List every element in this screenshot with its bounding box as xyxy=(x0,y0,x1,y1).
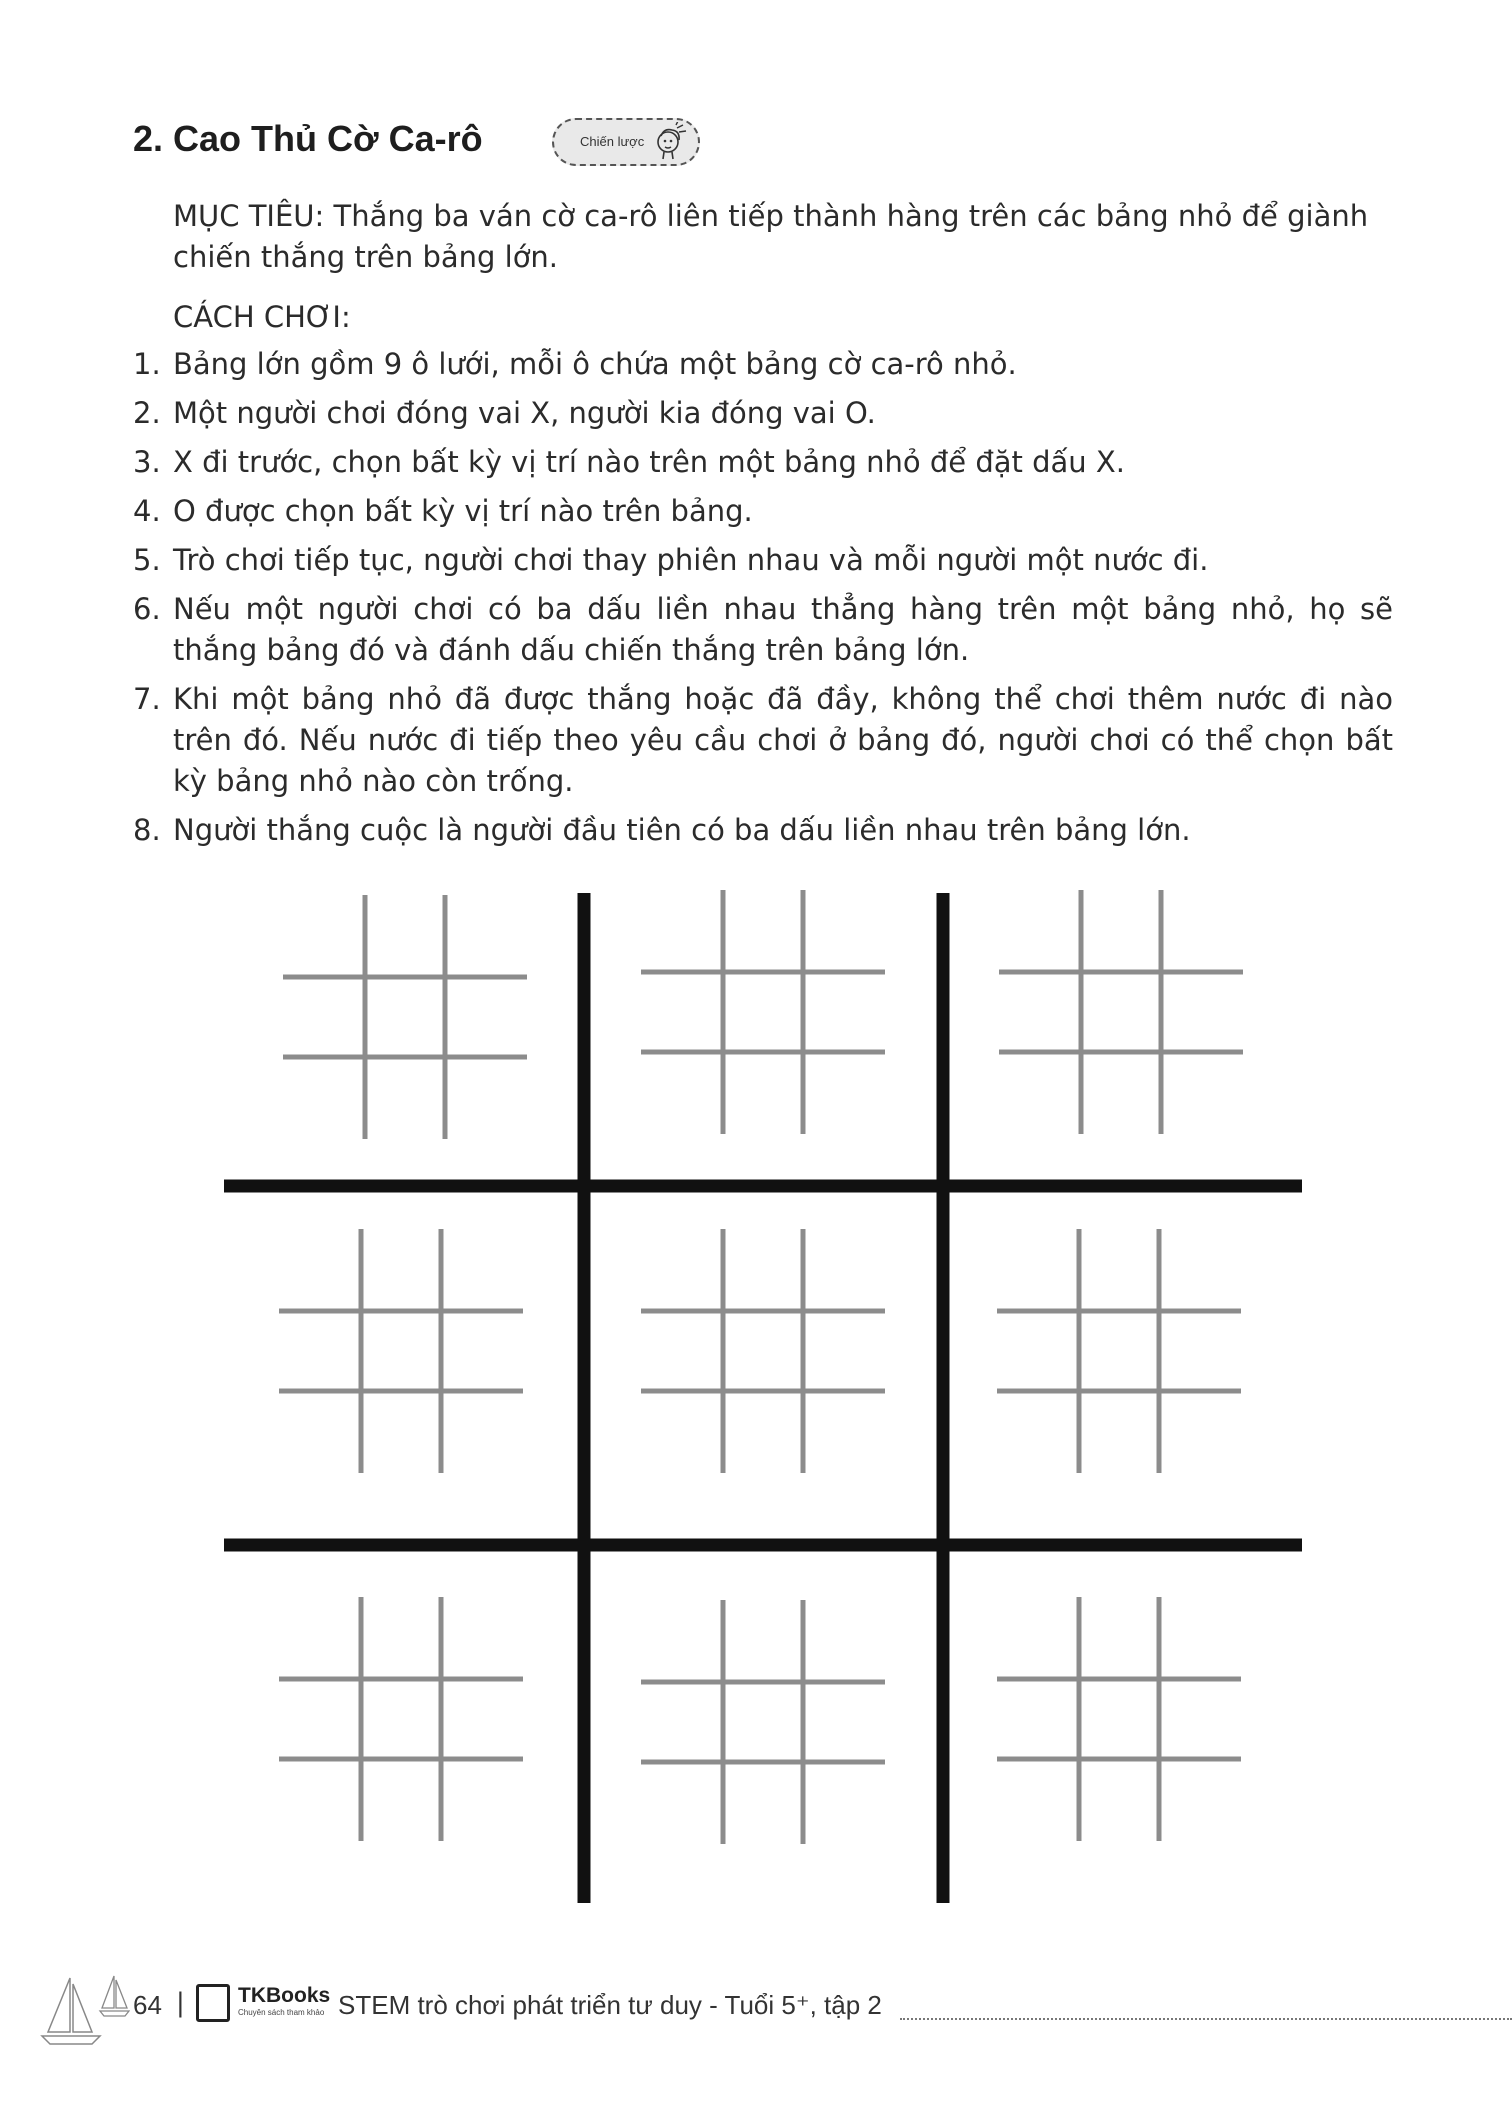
small-board-3 xyxy=(999,890,1243,1134)
strategy-tag-label: Chiến lược xyxy=(580,134,645,149)
rule-item: 8. Người thắng cuộc là người đầu tiên có ba dấu liền nhau trên bảng lớn. xyxy=(133,813,1191,847)
brand-subtitle: Chuyên sách tham khảo xyxy=(238,2008,325,2017)
rule-item: 1. Bảng lớn gồm 9 ô lưới, mỗi ô chứa một bảng cờ ca-rô nhỏ. xyxy=(133,347,1017,381)
small-board-9 xyxy=(997,1597,1241,1841)
small-board-8 xyxy=(641,1600,885,1844)
small-board-1 xyxy=(283,895,527,1139)
page-footer xyxy=(0,1960,1512,2050)
small-board-4 xyxy=(279,1229,523,1473)
tkbooks-logo-icon xyxy=(196,1984,230,2022)
rule-item: 2. Một người chơi đóng vai X, người kia đóng vai O. xyxy=(133,396,876,430)
objective-text: MỤC TIÊU: Thắng ba ván cờ ca-rô liên tiếp thành hàng trên các bảng nhỏ để giành chiến thắng trên bảng lớn. xyxy=(173,199,1369,274)
rule-item: 7. Khi một bảng nhỏ đã được thắng hoặc đã đầy, không thể chơi thêm nước đi nào trên đó. Nếu nước đi tiếp theo yêu cầu chơi ở bảng đó, người chơi có thể chọn bất kỳ bảng nhỏ nào còn trống. xyxy=(133,682,1393,798)
footer-separator: | xyxy=(176,1988,185,2018)
small-board-7 xyxy=(279,1597,523,1841)
rule-item: 4. O được chọn bất kỳ vị trí nào trên bảng. xyxy=(133,494,753,528)
book-title: STEM trò chơi phát triển tư duy - Tuổi 5⁺, tập 2 xyxy=(338,1990,882,2020)
small-board-2 xyxy=(641,890,885,1134)
how-to-play-heading: CÁCH CHƠI: xyxy=(173,300,351,334)
big-grid-lines xyxy=(224,893,1302,1903)
rule-item: 3. X đi trước, chọn bất kỳ vị trí nào trên một bảng nhỏ để đặt dấu X. xyxy=(133,445,1125,479)
small-board-6 xyxy=(997,1229,1241,1473)
page-number: 64 xyxy=(133,1990,162,2020)
rule-item: 6. Nếu một người chơi có ba dấu liền nhau thẳng hàng trên một bảng nhỏ, họ sẽ thắng bảng đó và đánh dấu chiến thắng trên bảng lớn. xyxy=(133,592,1393,667)
dotted-rule xyxy=(900,2018,1512,2020)
small-board-5 xyxy=(641,1229,885,1473)
sailboat-icon xyxy=(30,1970,130,2050)
rule-item: 5. Trò chơi tiếp tục, người chơi thay phiên nhau và mỗi người một nước đi. xyxy=(133,543,1209,577)
brand-name: TKBooks xyxy=(238,1984,331,2007)
section-title: 2. Cao Thủ Cờ Ca-rô xyxy=(133,118,483,159)
